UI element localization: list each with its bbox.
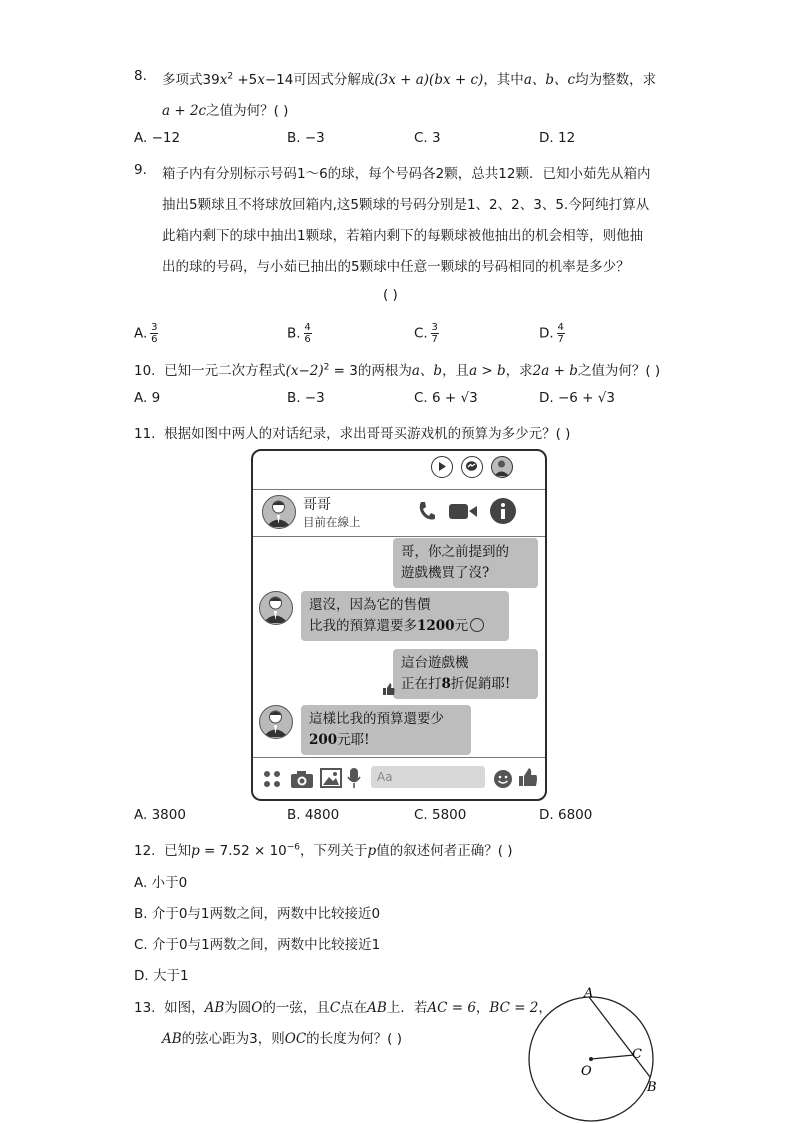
apps-icon[interactable] bbox=[263, 770, 283, 792]
play-icon[interactable] bbox=[431, 456, 453, 478]
q10-option-c: C. 6 + √3 bbox=[414, 390, 478, 406]
q9-answer-paren: ( ) bbox=[383, 287, 398, 303]
chat-topbar bbox=[253, 451, 545, 487]
label-a: A bbox=[584, 986, 594, 1001]
messenger-icon[interactable] bbox=[461, 456, 483, 478]
q8-option-a: A. −12 bbox=[134, 130, 181, 146]
q12-option-b: B. 介于0与1两数之间，两数中比较接近0 bbox=[134, 906, 381, 922]
label-o: O bbox=[581, 1064, 592, 1079]
segment-oc bbox=[591, 1055, 634, 1059]
info-icon[interactable] bbox=[489, 497, 517, 529]
q9-option-d: D. $\frac{4}{7}$ bbox=[539, 322, 564, 345]
message-sent-2: 這台遊戲機 正在打8折促銷耶! bbox=[393, 649, 538, 699]
q11-line: 11. 根据如图中两人的对话纪录，求出哥哥买游戏机的预算为多少元？( ) bbox=[134, 426, 571, 442]
smiley-icon[interactable] bbox=[493, 769, 513, 793]
q11-option-c: C. 5800 bbox=[414, 807, 467, 823]
center-point bbox=[589, 1057, 593, 1061]
q8-option-c: C. 3 bbox=[414, 130, 441, 146]
q9-option-b: B. $\frac{4}{6}$ bbox=[287, 322, 311, 345]
message-received-2: 這樣比我的預算還要少 200元耶! bbox=[301, 705, 471, 755]
circle-figure bbox=[520, 982, 670, 1123]
emoji-icon bbox=[470, 618, 484, 632]
avatar-small-icon[interactable] bbox=[491, 456, 513, 478]
brother-avatar bbox=[259, 591, 293, 625]
chord-ab bbox=[589, 997, 650, 1077]
q11-option-a: A. 3800 bbox=[134, 807, 186, 823]
q13-line2: AB的弦心距为3，则OC的长度为何？( ) bbox=[162, 1031, 402, 1047]
q9-line2: 抽出5颗球且不将球放回箱内,这5颗球的号码分别是1、2、2、3、5.今阿纯打算从 bbox=[162, 197, 650, 213]
q11-option-d: D. 6800 bbox=[539, 807, 593, 823]
brother-avatar-2 bbox=[259, 705, 293, 739]
q8-line1: 多项式$39x^2 +5x-14$可因式分解成(3x + a)(bx + c)，其中a、b、c均为整数，求 bbox=[162, 71, 657, 88]
q10-option-d: D. −6 + √3 bbox=[539, 390, 615, 406]
q10-option-b: B. −3 bbox=[287, 390, 325, 406]
q9-line4: 出的球的号码，与小茹已抽出的5颗球中任意一颗球的号码相同的机率是多少？ bbox=[162, 259, 630, 275]
q9-line1: 箱子内有分别标示号码1～6的球，每个号码各2颗，总共12颗．已知小茹先从箱内 bbox=[162, 166, 651, 182]
q10-line: 10. 已知一元二次方程式$(x-2)^2 = 3$的两根为a、b，且a > b，求2a + b之值为何？( ) bbox=[134, 362, 661, 379]
q10-option-a: A. 9 bbox=[134, 390, 161, 406]
q12-line: 12. 已知$p = 7.52 \times 10^{-6}$，下列关于p值的叙述何者正确？( ) bbox=[134, 842, 513, 859]
label-c: C bbox=[632, 1047, 642, 1062]
thumbs-up-icon[interactable] bbox=[518, 767, 538, 791]
q9-option-c: C. $\frac{3}{7}$ bbox=[414, 322, 438, 345]
phone-icon[interactable] bbox=[417, 500, 437, 526]
q12-option-d: D. 大于1 bbox=[134, 968, 189, 984]
message-sent-1: 哥，你之前提到的 遊戲機買了沒? bbox=[393, 538, 538, 588]
q12-option-a: A. 小于0 bbox=[134, 875, 188, 891]
q12-option-c: C. 介于0与1两数之间，两数中比较接近1 bbox=[134, 937, 381, 953]
message-input[interactable]: Aa bbox=[371, 766, 485, 788]
q9-number: 9. bbox=[134, 162, 147, 178]
microphone-icon[interactable] bbox=[347, 767, 361, 793]
contact-avatar[interactable] bbox=[262, 495, 296, 529]
q9-line3: 此箱内剩下的球中抽出1颗球，若箱内剩下的每颗球被他抽出的机会相等，则他抽 bbox=[162, 228, 644, 244]
contact-status: 目前在線上 bbox=[303, 515, 361, 529]
contact-name: 哥哥 bbox=[303, 497, 331, 513]
q11-option-b: B. 4800 bbox=[287, 807, 340, 823]
image-icon[interactable] bbox=[320, 768, 342, 792]
q8-number: 8. bbox=[134, 68, 147, 84]
label-b: B bbox=[647, 1080, 657, 1095]
video-call-icon[interactable] bbox=[448, 502, 480, 526]
q8-option-d: D. 12 bbox=[539, 130, 576, 146]
camera-icon[interactable] bbox=[290, 769, 314, 793]
chat-window bbox=[251, 449, 547, 801]
q9-option-a: A. $\frac{3}{6}$ bbox=[134, 322, 158, 345]
q13-line1: 13. 如图，AB为圆O的一弦，且C点在AB上．若AC = 6，BC = 2， bbox=[134, 1000, 552, 1016]
chat-header bbox=[253, 489, 545, 537]
chat-input-bar bbox=[253, 757, 545, 800]
thumbs-up-small-icon bbox=[383, 683, 395, 699]
q8-line2: a + 2c之值为何？( ) bbox=[162, 103, 289, 119]
message-received-1: 還沒，因為它的售價 比我的預算還要多1200元 bbox=[301, 591, 509, 641]
q8-option-b: B. −3 bbox=[287, 130, 325, 146]
